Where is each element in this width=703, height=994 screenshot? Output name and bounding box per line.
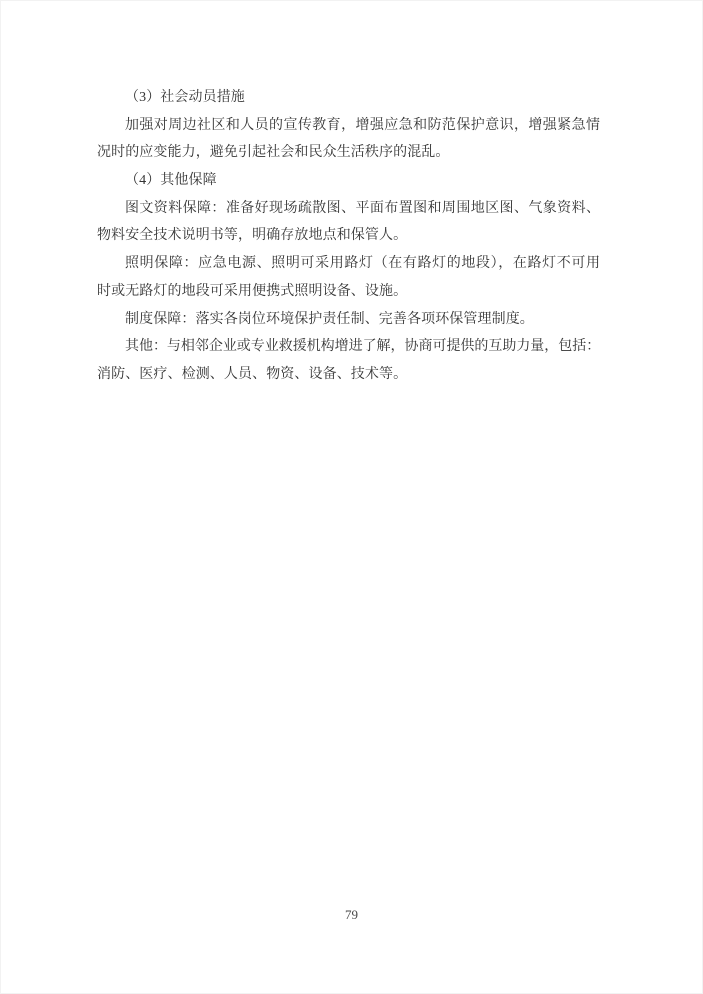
document-body <box>97 84 600 389</box>
paragraph-line: 时或无路灯的地段可采用便携式照明设备、设施。 <box>97 283 408 299</box>
paragraph-line: 物料安全技术说明书等，明确存放地点和保管人。 <box>97 228 408 244</box>
section-heading-4: （4）其他保障 <box>125 173 217 189</box>
paragraph-line: 况时的应变能力，避免引起社会和民众生活秩序的混乱。 <box>97 145 450 161</box>
section-heading-3: （3）社会动员措施 <box>125 90 245 105</box>
paragraph-line: 其他：与相邻企业或专业救援机构增进了解，协商可提供的互助力量，包括： <box>125 339 600 355</box>
page-number: 79 <box>345 907 358 922</box>
paragraph-line: 照明保障：应急电源、照明可采用路灯（在有路灯的地段），在路灯不可用 <box>125 256 600 272</box>
paragraph-line: 制度保障：落实各岗位环境保护责任制、完善各项环保管理制度。 <box>125 311 534 327</box>
paragraph-line: 图文资料保障：准备好现场疏散图、平面布置图和周围地区图、气象资料、 <box>125 200 600 216</box>
paragraph-line: 消防、医疗、检测、人员、物资、设备、技术等。 <box>97 366 408 382</box>
paragraph-line: 加强对周边社区和人员的宣传教育，增强应急和防范保护意识，增强紧急情 <box>125 117 600 133</box>
